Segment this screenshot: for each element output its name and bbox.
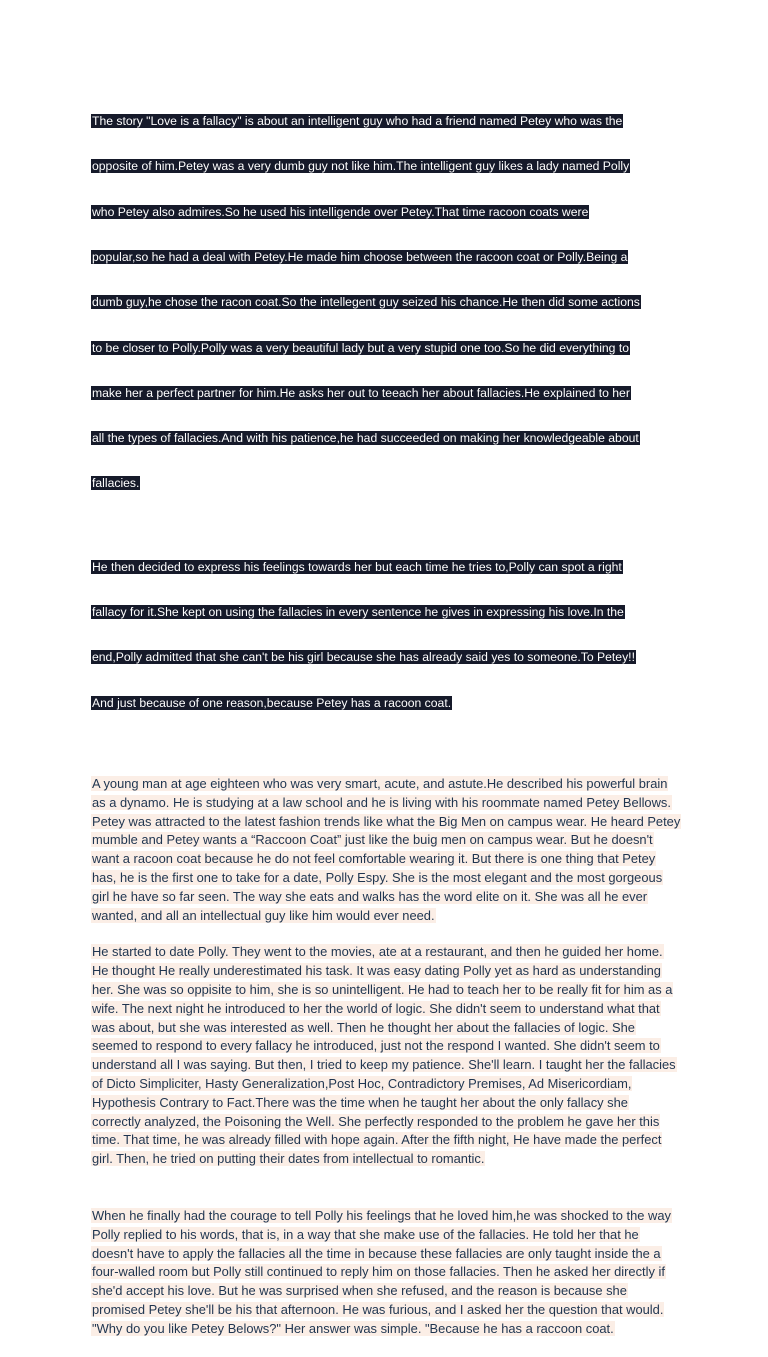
text-line: who Petey also admires.So he used his intelligende over Petey.That time racoon coats were bbox=[92, 204, 589, 219]
text-line: to be closer to Polly.Polly was a very beautiful lady but a very stupid one too.So he did everything to bbox=[92, 340, 630, 355]
text-line: wanted, and all an intellectual guy like him would ever need. bbox=[92, 907, 435, 923]
text-line: has, he is the first one to take for a date, Polly Espy. She is the most elegant and the most gorgeous bbox=[92, 870, 663, 886]
essay-paragraph-3 bbox=[91, 1207, 681, 1339]
text-line: fallacy for it.She kept on using the fallacies in every sentence he gives in expressing his love.In the bbox=[92, 605, 624, 620]
text-line: girl. Then, he tried on putting their dates from intellectual to romantic. bbox=[92, 1151, 485, 1167]
text-line: When he finally had the courage to tell Polly his feelings that he loved him,he was shocked to the way bbox=[92, 1207, 671, 1223]
text-line: He thought He really underestimated his task. It was easy dating Polly yet as hard as understanding bbox=[92, 963, 661, 979]
summary-paragraph-1 bbox=[91, 84, 681, 522]
text-line: of Dicto Simpliciter, Hasty Generalization,Post Hoc, Contradictory Premises, Ad Misericordiam, bbox=[92, 1075, 632, 1091]
text-line: He then decided to express his feelings towards her but each time he tries to,Polly can spot a right bbox=[92, 559, 622, 574]
text-line: doesn't have to apply the fallacies all the time in because these fallacies are only taught inside the a bbox=[92, 1245, 661, 1261]
text-line: want a racoon coat because he do not feel comfortable wearing it. But there is one thing that Petey bbox=[92, 851, 656, 867]
text-line: Polly replied to his words, that is, in a way that she make use of the fallacies. He told her that he bbox=[92, 1226, 639, 1242]
essay-paragraph-1 bbox=[91, 775, 681, 925]
text-line: correctly analyzed, the Poisoning the Well. She perfectly responded to the problem he gave her this bbox=[92, 1113, 660, 1129]
text-line: end,Polly admitted that she can't be his girl because she has already said yes to someone.To Petey!! bbox=[92, 650, 635, 665]
text-line: girl he have so far seen. The way she eats and walks has the word elite on it. She was all he ever bbox=[92, 888, 648, 904]
text-line: she'd accept his love. But he was surprised when she refused, and the reason is because she bbox=[92, 1283, 627, 1299]
text-line: time. That time, he was already filled with hope again. After the fifth night, He have made the perfect bbox=[92, 1132, 662, 1148]
text-line: promised Petey she'll be his that afternoon. He was furious, and I asked her the question that would. bbox=[92, 1301, 664, 1317]
text-line: as a dynamo. He is studying at a law school and he is living with his roommate named Petey Bellows. bbox=[92, 794, 671, 810]
text-line: Petey was attracted to the latest fashion trends like what the Big Men on campus wear. He heard Petey bbox=[92, 813, 681, 829]
text-line: understand all I was saying. But then, I tried to keep my patience. She'll learn. I taught her the fallacies bbox=[92, 1057, 676, 1073]
essay-section bbox=[91, 775, 681, 1339]
summary-section bbox=[91, 84, 681, 741]
document-page bbox=[91, 84, 681, 1357]
text-line: mumble and Petey wants a “Raccoon Coat” just like the buig men on campus wear. But he doesn't bbox=[92, 832, 653, 848]
summary-paragraph-2 bbox=[91, 530, 681, 741]
text-line: seemed to respond to every fallacy he introduced, just not the respond I wanted. She didn't seem to bbox=[92, 1038, 660, 1054]
text-line: four-walled room but Polly still continued to reply him on those fallacies. Then he asked her directly if bbox=[92, 1264, 665, 1280]
text-line: was about, but she was interested as well. Then he thought her about the fallacies of logic. She bbox=[92, 1019, 635, 1035]
text-line: dumb guy,he chose the racon coat.So the intellegent guy seized his chance.He then did some actions bbox=[92, 295, 640, 310]
text-line: popular,so he had a deal with Petey.He made him choose between the racoon coat or Polly.Being a bbox=[92, 250, 628, 265]
text-line: A young man at age eighteen who was very smart, acute, and astute.He described his powerful brain bbox=[92, 776, 668, 792]
text-line: fallacies. bbox=[92, 476, 140, 491]
text-line: all the types of fallacies.And with his patience,he had succeeded on making her knowledgeable about bbox=[92, 431, 639, 446]
text-line: wife. The next night he introduced to her the world of logic. She didn't seem to understand what that bbox=[92, 1000, 660, 1016]
text-line: her. She was so oppisite to him, she is so unintelligent. He had to teach her to be really fit for him as a bbox=[92, 982, 673, 997]
text-line: Hypothesis Contrary to Fact.There was the time when he taught her about the only fallacy she bbox=[92, 1094, 628, 1110]
text-line: He started to date Polly. They went to the movies, ate at a restaurant, and then he guided her home. bbox=[92, 944, 663, 960]
text-line: make her a perfect partner for him.He asks her out to teeach her about fallacies.He explained to her bbox=[92, 385, 630, 400]
text-line: "Why do you like Petey Belows?" Her answer was simple. "Because he has a raccoon coat. bbox=[92, 1320, 614, 1336]
essay-paragraph-2 bbox=[91, 943, 681, 1169]
text-line: And just because of one reason,because Petey has a racoon coat. bbox=[92, 695, 452, 710]
text-line: The story "Love is a fallacy" is about an intelligent guy who had a friend named Petey who was the bbox=[92, 114, 623, 129]
text-line: opposite of him.Petey was a very dumb guy not like him.The intelligent guy likes a lady named Polly bbox=[92, 159, 630, 174]
